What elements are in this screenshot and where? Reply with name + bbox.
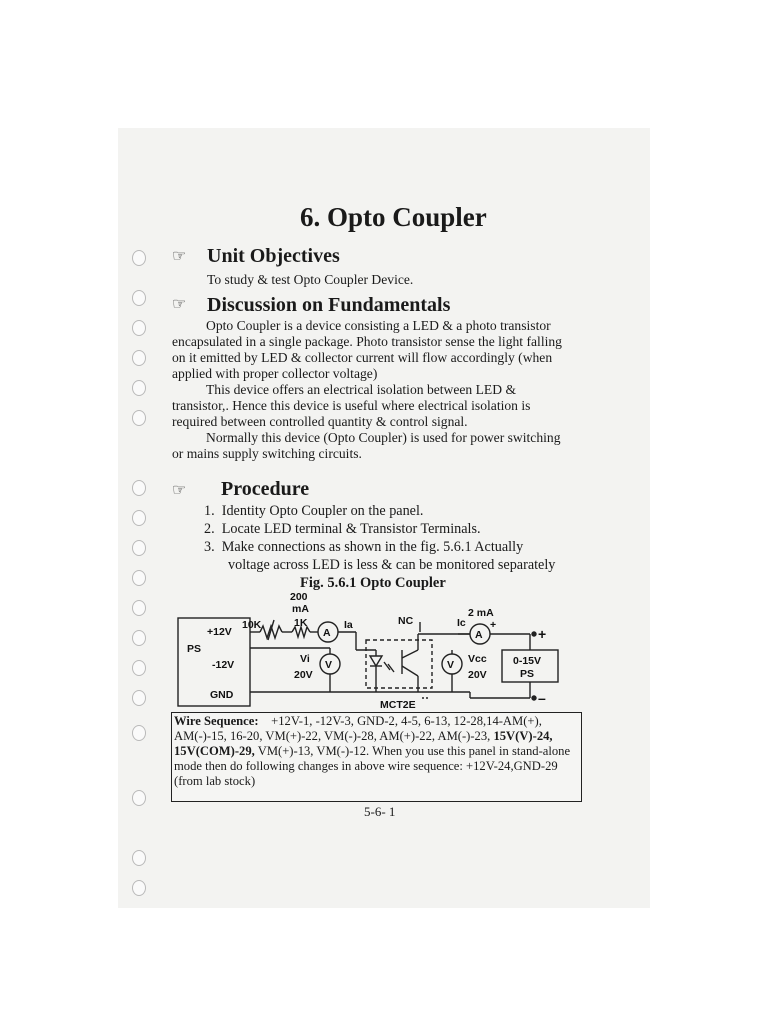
binder-hole [132, 250, 146, 266]
binder-hole [132, 480, 146, 496]
wire-sequence-label: Wire Sequence: [174, 714, 259, 728]
wire-line [174, 729, 579, 744]
step-number: 2. [204, 521, 215, 537]
procedure-steps [204, 502, 555, 574]
step-text: Identity Opto Coupler on the panel. [221, 503, 424, 519]
list-item [204, 502, 555, 520]
binder-holes [128, 250, 150, 900]
voltmeter-v-letter: V [447, 659, 455, 671]
label-minus-terminal: – [538, 690, 546, 706]
list-item [204, 520, 555, 538]
step-number: 3. [204, 539, 215, 555]
label-ps-2: PS [520, 668, 535, 680]
binder-hole [132, 540, 146, 556]
binder-hole [132, 290, 146, 306]
label-mct2e: MCT2E [380, 699, 416, 711]
binder-hole [132, 630, 146, 646]
binder-hole [132, 320, 146, 336]
wire-text-bold: 15V(COM)-29, [174, 744, 255, 758]
binder-hole [132, 880, 146, 896]
label-10k: 10K [242, 619, 262, 631]
ammeter-a-letter: A [323, 627, 331, 639]
pointing-hand-icon: ☞ [172, 482, 187, 499]
label-ammeter-plus: + [490, 619, 497, 631]
opto-coupler-circuit-diagram [170, 590, 590, 714]
label-2ma: 2 mA [468, 607, 494, 619]
step-text-continued: voltage across LED is less & can be monitored separately [228, 557, 556, 573]
text-line: or mains supply switching circuits. [172, 446, 362, 461]
discussion-heading: Discussion on Fundamentals [207, 294, 451, 316]
binder-hole [132, 350, 146, 366]
step-text: Locate LED terminal & Transistor Terminals. [221, 521, 481, 537]
label-ic: Ic [457, 617, 466, 629]
page-number: 5-6- 1 [364, 804, 396, 819]
text-line: transistor,. Hence this device is useful where electrical isolation is [172, 398, 531, 413]
binder-hole [132, 850, 146, 866]
label-nc: NC [398, 615, 414, 627]
binder-hole [132, 790, 146, 806]
step-text: Make connections as shown in the fig. 5.6.1 Actually [221, 539, 524, 555]
wire-line: (from lab stock) [174, 774, 256, 788]
ammeter-a-letter: A [475, 629, 483, 641]
label-0-15v: 0-15V [513, 655, 542, 667]
label-plus12v: +12V [207, 626, 232, 638]
label-plus-terminal: + [538, 626, 547, 642]
text-line: applied with proper collector voltage) [172, 366, 378, 381]
label-gnd: GND [210, 689, 234, 701]
voltmeter-v-letter: V [325, 659, 333, 671]
pointing-hand-icon: ☞ [172, 296, 187, 313]
unit-objectives-heading: Unit Objectives [207, 245, 340, 267]
binder-hole [132, 725, 146, 741]
label-vi: Vi [300, 653, 310, 665]
wire-text: VM(+)-13, VM(-)-12. When you use this panel in stand-alone [257, 744, 571, 758]
text-line: encapsulated in a single package. Photo transistor sense the light falling [172, 334, 562, 349]
text-line: required between controlled quantity & control signal. [172, 414, 468, 429]
page-title: 6. Opto Coupler [300, 202, 487, 232]
binder-hole [132, 570, 146, 586]
text-line: This device offers an electrical isolation between LED & [206, 382, 517, 397]
label-1k: 1K [294, 617, 308, 629]
label-20v-a: 20V [294, 669, 313, 681]
binder-hole [132, 410, 146, 426]
unit-objectives-text: To study & test Opto Coupler Device. [207, 272, 414, 287]
label-20v-b: 20V [468, 669, 487, 681]
label-vcc: Vcc [468, 653, 487, 665]
step-number: 1. [204, 503, 215, 519]
list-item [204, 538, 555, 556]
wire-line [174, 744, 579, 759]
binder-hole [132, 690, 146, 706]
text-line: Normally this device (Opto Coupler) is used for power switching [206, 430, 561, 445]
binder-hole [132, 600, 146, 616]
wire-text-bold: 15V(V)-24, [493, 729, 553, 743]
binder-hole [132, 510, 146, 526]
label-200: 200 [290, 591, 308, 603]
pointing-hand-icon: ☞ [172, 248, 187, 265]
wire-text: +12V-1, -12V-3, GND-2, 4-5, 6-13, 12-28,14-AM(+), [271, 714, 542, 728]
binder-hole [132, 380, 146, 396]
text-line: on it emitted by LED & collector current will flow accordingly (when [172, 350, 553, 365]
led-symbol [370, 656, 382, 666]
discussion-body [172, 318, 582, 462]
figure-caption: Fig. 5.6.1 Opto Coupler [300, 575, 446, 591]
wire-text: AM(-)-15, 16-20, VM(+)-22, VM(-)-28, AM(+)-22, AM(-)-23, [174, 729, 491, 743]
binder-hole [132, 660, 146, 676]
procedure-heading: Procedure [221, 478, 310, 500]
wire-line: mode then do following changes in above wire sequence: +12V-24,GND-29 [174, 759, 558, 773]
label-ia: Ia [344, 619, 353, 631]
wire-line [174, 714, 579, 729]
wire-sequence-box [171, 712, 582, 802]
label-minus12v: -12V [212, 659, 235, 671]
label-ma: mA [292, 603, 309, 615]
text-line: Opto Coupler is a device consisting a LED & a photo transistor [206, 318, 551, 333]
label-ps: PS [187, 643, 202, 655]
